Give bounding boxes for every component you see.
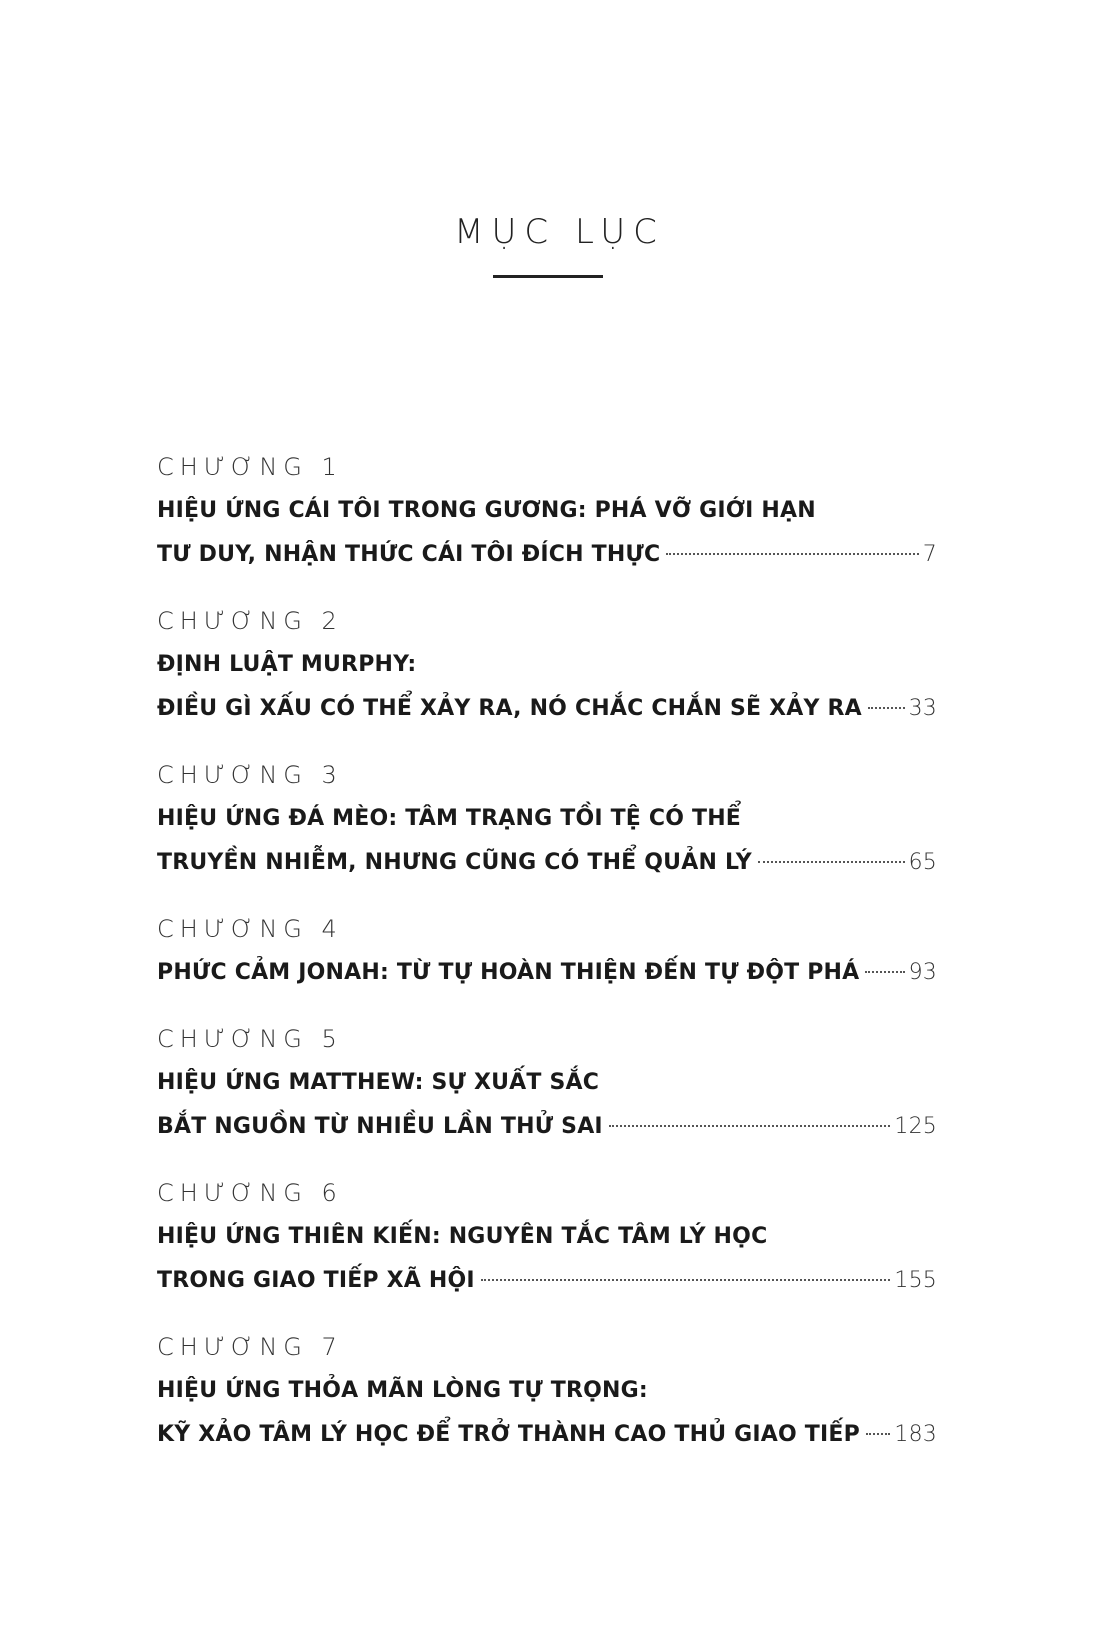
- chapter-title-final-line: [157, 1105, 937, 1149]
- chapter-title-line: HIỆU ỨNG MATTHEW: SỰ XUẤT SẮC: [157, 1070, 600, 1095]
- chapter-title-line: TƯ DUY, NHẬN THỨC CÁI TÔI ĐÍCH THỰC: [157, 542, 661, 567]
- chapter-title-line: TRONG GIAO TIẾP XÃ HỘI: [157, 1268, 475, 1293]
- chapter-label: CHƯƠNG 1: [157, 453, 343, 481]
- chapter-label: CHƯƠNG 4: [157, 915, 343, 943]
- page-number: 183: [894, 1422, 937, 1447]
- chapter-label: CHƯƠNG 3: [157, 761, 343, 789]
- chapter-title-final-line: [157, 841, 937, 885]
- page-number: 125: [894, 1114, 937, 1139]
- page-number: 7: [922, 542, 937, 567]
- chapter-entry[interactable]: [157, 599, 937, 731]
- page-number: 65: [908, 850, 937, 875]
- page-number: 33: [908, 696, 937, 721]
- dot-leader: [481, 1279, 891, 1281]
- chapter-title-line: ĐỊNH LUẬT MURPHY:: [157, 652, 417, 677]
- chapter-entry[interactable]: [157, 1017, 937, 1149]
- chapter-entry[interactable]: [157, 445, 937, 577]
- chapter-entry[interactable]: [157, 1325, 937, 1457]
- chapter-label: CHƯƠNG 5: [157, 1025, 343, 1053]
- dot-leader: [609, 1125, 891, 1127]
- chapter-label: CHƯƠNG 6: [157, 1179, 343, 1207]
- chapter-title-final-line: [157, 1259, 937, 1303]
- title-underline: [493, 275, 603, 278]
- chapter-entry[interactable]: [157, 907, 937, 995]
- chapter-title-final-line: [157, 687, 937, 731]
- page-title: MỤC LỤC: [454, 212, 665, 252]
- chapter-title-line: HIỆU ỨNG THỎA MÃN LÒNG TỰ TRỌNG:: [157, 1378, 648, 1403]
- table-of-contents: [157, 445, 937, 1479]
- dot-leader: [866, 1433, 891, 1435]
- chapter-title-line: BẮT NGUỒN TỪ NHIỀU LẦN THỬ SAI: [157, 1114, 603, 1139]
- chapter-title-line: KỸ XẢO TÂM LÝ HỌC ĐỂ TRỞ THÀNH CAO THỦ GIAO TIẾP: [157, 1422, 860, 1447]
- chapter-title-line: PHỨC CẢM JONAH: TỪ TỰ HOÀN THIỆN ĐẾN TỰ ĐỘT PHÁ: [157, 960, 860, 985]
- chapter-title-line: HIỆU ỨNG THIÊN KIẾN: NGUYÊN TẮC TÂM LÝ HỌC: [157, 1224, 768, 1249]
- chapter-entry[interactable]: [157, 753, 937, 885]
- chapter-title-final-line: [157, 951, 937, 995]
- page-number: 93: [908, 960, 937, 985]
- dot-leader: [865, 971, 904, 973]
- chapter-title-line: TRUYỀN NHIỄM, NHƯNG CŨNG CÓ THỂ QUẢN LÝ: [157, 850, 752, 875]
- dot-leader: [666, 553, 918, 555]
- chapter-entry[interactable]: [157, 1171, 937, 1303]
- page-number: 155: [894, 1268, 937, 1293]
- chapter-title-line: HIỆU ỨNG CÁI TÔI TRONG GƯƠNG: PHÁ VỠ GIỚI HẠN: [157, 498, 816, 523]
- dot-leader: [758, 861, 905, 863]
- chapter-title-final-line: [157, 1413, 937, 1457]
- chapter-title-line: ĐIỀU GÌ XẤU CÓ THỂ XẢY RA, NÓ CHẮC CHẮN SẼ XẢY RA: [157, 696, 862, 721]
- dot-leader: [868, 707, 905, 709]
- chapter-label: CHƯƠNG 7: [157, 1333, 343, 1361]
- chapter-label: CHƯƠNG 2: [157, 607, 343, 635]
- chapter-title-line: HIỆU ỨNG ĐÁ MÈO: TÂM TRẠNG TỒI TỆ CÓ THỂ: [157, 806, 742, 831]
- chapter-title-final-line: [157, 533, 937, 577]
